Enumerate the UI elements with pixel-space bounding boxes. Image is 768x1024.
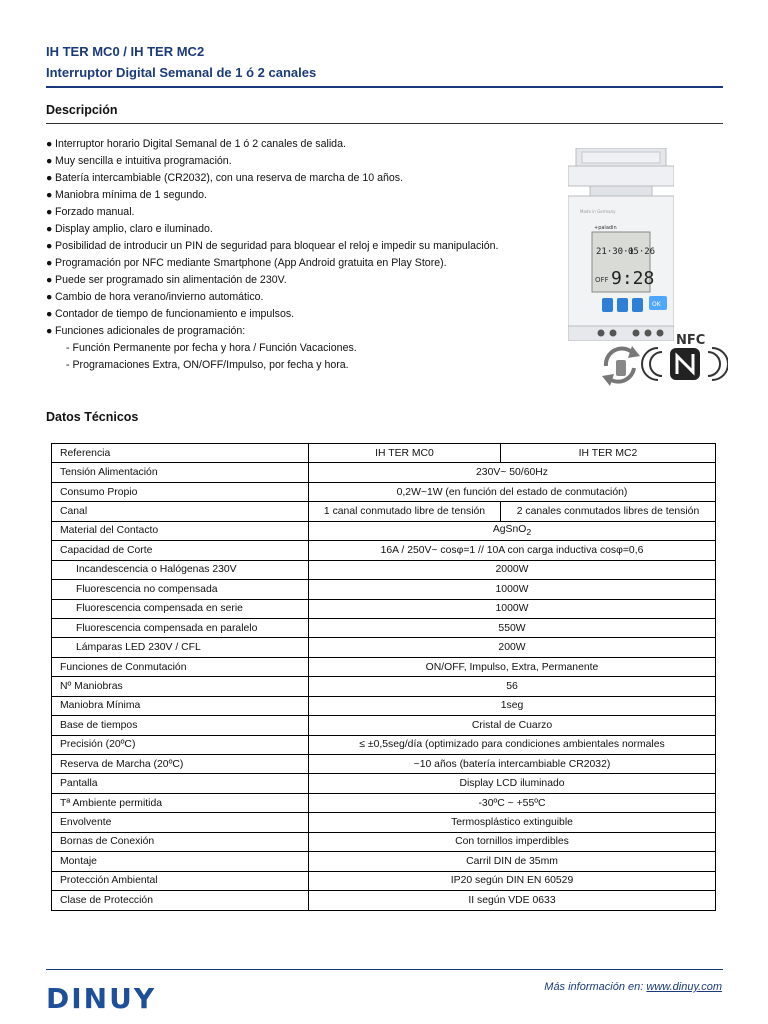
spec-label: Base de tiempos bbox=[52, 716, 309, 735]
spec-value bbox=[309, 599, 716, 618]
list-item-text: Contador de tiempo de funcionamiento e impulsos. bbox=[55, 308, 295, 320]
list-item-text: Maniobra mínima de 1 segundo. bbox=[55, 189, 207, 201]
spec-value-text: ON/OFF, Impulso, Extra, Permanente bbox=[425, 661, 599, 673]
spec-value bbox=[309, 638, 716, 657]
list-item bbox=[46, 289, 506, 306]
timer-device-image bbox=[568, 148, 674, 341]
spec-label: Bornas de Conexión bbox=[52, 832, 309, 851]
table-row bbox=[52, 541, 716, 560]
bullet-icon: ● bbox=[46, 325, 53, 337]
table-row bbox=[52, 871, 716, 890]
spec-value: 2 canales conmutados libres de tensión bbox=[500, 502, 715, 521]
spec-label: Envolvente bbox=[52, 813, 309, 832]
table-row bbox=[52, 444, 716, 463]
spec-label: Canal bbox=[52, 502, 309, 521]
device-display-date: 05·26 bbox=[628, 247, 656, 257]
spec-label: Fluorescencia no compensada bbox=[52, 580, 309, 599]
table-row bbox=[52, 813, 716, 832]
sync-phone-icon bbox=[602, 346, 640, 386]
svg-text:Made in Germany: Made in Germany bbox=[580, 209, 616, 214]
spec-value-text: 1000W bbox=[495, 583, 529, 595]
spec-value-text: 1seg bbox=[500, 700, 524, 712]
bullet-icon: ● bbox=[46, 172, 53, 184]
bullet-icon: ● bbox=[46, 308, 53, 320]
list-item bbox=[46, 153, 506, 170]
spec-value bbox=[309, 657, 716, 676]
spec-label: Protección Ambiental bbox=[52, 871, 309, 890]
table-row bbox=[52, 618, 716, 637]
description-heading: Descripción bbox=[46, 103, 118, 117]
spec-value-text: -30ºC ~ +55ºC bbox=[478, 797, 546, 809]
spec-label: Precisión (20ºC) bbox=[52, 735, 309, 754]
spec-value-text: Con tornillos imperdibles bbox=[455, 836, 569, 848]
bullet-icon: ● bbox=[46, 274, 53, 286]
spec-value: IH TER MC0 bbox=[309, 444, 501, 463]
header-divider bbox=[46, 86, 723, 88]
list-item-text: Forzado manual. bbox=[55, 206, 135, 218]
list-item-text: Puede ser programado sin alimentación de 230V. bbox=[55, 274, 287, 286]
spec-label: Capacidad de Corte bbox=[52, 541, 309, 560]
document-title: IH TER MC0 / IH TER MC2 bbox=[46, 44, 205, 59]
device-display-off: OFF bbox=[595, 276, 609, 284]
list-item bbox=[46, 238, 506, 255]
table-row bbox=[52, 638, 716, 657]
list-item-text: Cambio de hora verano/invierno automático. bbox=[55, 291, 264, 303]
table-row bbox=[52, 463, 716, 482]
table-row bbox=[52, 696, 716, 715]
list-item bbox=[46, 255, 506, 272]
spec-value bbox=[309, 891, 716, 910]
spec-value bbox=[309, 793, 716, 812]
list-item bbox=[46, 136, 506, 153]
spec-label: Lámparas LED 230V / CFL bbox=[52, 638, 309, 657]
spec-value bbox=[309, 696, 716, 715]
spec-value-text: ≤ ±0,5seg/día (optimizado para condiciones ambientales normales bbox=[359, 739, 665, 751]
device-display-time: 9:28 bbox=[611, 268, 655, 289]
description-list bbox=[46, 136, 506, 374]
table-row bbox=[52, 891, 716, 910]
nfc-icon bbox=[598, 328, 728, 390]
list-item-text: Display amplio, claro e iluminado. bbox=[55, 223, 213, 235]
spec-value bbox=[309, 618, 716, 637]
spec-value bbox=[309, 521, 716, 540]
spec-value bbox=[309, 832, 716, 851]
spec-label: Clase de Protección bbox=[52, 891, 309, 910]
list-item bbox=[46, 221, 506, 238]
table-row bbox=[52, 755, 716, 774]
list-item bbox=[46, 170, 506, 187]
bullet-icon: ● bbox=[46, 138, 53, 150]
spec-value-text: ~10 años (batería intercambiable CR2032) bbox=[413, 758, 611, 770]
spec-value: IH TER MC2 bbox=[500, 444, 715, 463]
spec-value-text: 0,2W~1W (en función del estado de conmutación) bbox=[396, 486, 628, 498]
device-brand: +paladin bbox=[594, 225, 617, 231]
spec-label: Referencia bbox=[52, 444, 309, 463]
spec-label: Montaje bbox=[52, 852, 309, 871]
spec-label: Fluorescencia compensada en paralelo bbox=[52, 618, 309, 637]
spec-table bbox=[51, 443, 716, 911]
document-subtitle: Interruptor Digital Semanal de 1 ó 2 canales bbox=[46, 65, 317, 80]
sub-list-item: - Función Permanente por fecha y hora / Función Vacaciones. bbox=[66, 342, 357, 354]
sub-list-item: - Programaciones Extra, ON/OFF/Impulso, por fecha y hora. bbox=[66, 359, 349, 371]
spec-value-text: Termosplástico extinguible bbox=[451, 817, 573, 829]
bullet-icon: ● bbox=[46, 223, 53, 235]
nfc-label: NFC bbox=[676, 333, 706, 348]
spec-label: Maniobra Mínima bbox=[52, 696, 309, 715]
table-row bbox=[52, 677, 716, 696]
list-item bbox=[46, 204, 506, 221]
spec-label: Tensión Alimentación bbox=[52, 463, 309, 482]
footer-divider bbox=[46, 969, 723, 970]
spec-value-text: Cristal de Cuarzo bbox=[471, 719, 553, 731]
device-display-day: 21·30·1 bbox=[596, 247, 634, 257]
spec-value bbox=[309, 735, 716, 754]
table-row bbox=[52, 482, 716, 501]
spec-label: Consumo Propio bbox=[52, 482, 309, 501]
table-row bbox=[52, 502, 716, 521]
device-ok-label: OK bbox=[652, 301, 661, 308]
spec-label: Fluorescencia compensada en serie bbox=[52, 599, 309, 618]
spec-value-text: 230V~ 50/60Hz bbox=[476, 467, 548, 479]
spec-label: Funciones de Conmutación bbox=[52, 657, 309, 676]
spec-value bbox=[309, 580, 716, 599]
spec-label: Reserva de Marcha (20ºC) bbox=[52, 755, 309, 774]
list-item bbox=[46, 323, 506, 340]
bullet-icon: ● bbox=[46, 155, 53, 167]
spec-value-text: 550W bbox=[498, 622, 526, 634]
list-item-text: Batería intercambiable (CR2032), con una reserva de marcha de 10 años. bbox=[55, 172, 404, 184]
spec-value-text: 2000W bbox=[495, 564, 529, 576]
spec-value-text: 56 bbox=[506, 680, 518, 692]
spec-value bbox=[309, 716, 716, 735]
spec-value-text: 200W bbox=[498, 642, 526, 654]
website-link[interactable]: www.dinuy.com bbox=[646, 981, 722, 993]
table-row bbox=[52, 774, 716, 793]
spec-value-text: Display LCD iluminado bbox=[459, 778, 565, 790]
spec-value-text: Carril DIN de 35mm bbox=[466, 855, 558, 867]
list-item bbox=[46, 306, 506, 323]
spec-value-text: II según VDE 0633 bbox=[468, 894, 556, 906]
bullet-icon: ● bbox=[46, 240, 53, 252]
spec-value bbox=[309, 677, 716, 696]
tech-heading: Datos Técnicos bbox=[46, 410, 139, 424]
spec-value-text: IP20 según DIN EN 60529 bbox=[450, 875, 574, 887]
list-item-text: Funciones adicionales de programación: bbox=[55, 325, 246, 337]
table-row bbox=[52, 832, 716, 851]
spec-value: 1 canal conmutado libre de tensión bbox=[309, 502, 501, 521]
table-row bbox=[52, 599, 716, 618]
logo-text: DINUY bbox=[46, 984, 157, 1012]
spec-value bbox=[309, 541, 716, 560]
more-info-label: Más información en: bbox=[544, 981, 647, 993]
bullet-icon: ● bbox=[46, 257, 53, 269]
more-info bbox=[544, 981, 722, 993]
spec-value-subscript: 2 bbox=[526, 527, 532, 538]
list-item-text: Interruptor horario Digital Semanal de 1 ó 2 canales de salida. bbox=[55, 138, 346, 150]
table-row bbox=[52, 580, 716, 599]
list-item-text: Programación por NFC mediante Smartphone (App Android gratuita en Play Store). bbox=[55, 257, 447, 269]
spec-label: Material del Contacto bbox=[52, 521, 309, 540]
bullet-icon: ● bbox=[46, 291, 53, 303]
table-row bbox=[52, 793, 716, 812]
list-item-text: Muy sencilla e intuitiva programación. bbox=[55, 155, 232, 167]
list-item bbox=[46, 187, 506, 204]
table-row bbox=[52, 521, 716, 540]
description-divider bbox=[46, 123, 723, 124]
list-item bbox=[46, 272, 506, 289]
spec-value bbox=[309, 871, 716, 890]
table-row bbox=[52, 560, 716, 579]
spec-value bbox=[309, 755, 716, 774]
table-row bbox=[52, 852, 716, 871]
bullet-icon: ● bbox=[46, 189, 53, 201]
spec-value bbox=[309, 774, 716, 793]
list-item-text: Posibilidad de introducir un PIN de seguridad para bloquear el reloj e impedir su manipulación. bbox=[55, 240, 499, 252]
sub-list bbox=[46, 340, 506, 374]
table-row bbox=[52, 735, 716, 754]
spec-label: Nº Maniobras bbox=[52, 677, 309, 696]
spec-value bbox=[309, 482, 716, 501]
spec-value-text: 1000W bbox=[495, 603, 529, 615]
spec-label: Incandescencia o Halógenas 230V bbox=[52, 560, 309, 579]
dinuy-logo bbox=[46, 984, 192, 1012]
spec-value-text: AgSnO bbox=[492, 524, 527, 536]
bullet-icon: ● bbox=[46, 206, 53, 218]
spec-value bbox=[309, 852, 716, 871]
spec-value bbox=[309, 560, 716, 579]
spec-value bbox=[309, 463, 716, 482]
spec-label: Pantalla bbox=[52, 774, 309, 793]
spec-value-text: 16A / 250V~ cosφ=1 // 10A con carga inductiva cosφ=0,6 bbox=[380, 544, 644, 556]
spec-value bbox=[309, 813, 716, 832]
spec-label: Tª Ambiente permitida bbox=[52, 793, 309, 812]
table-row bbox=[52, 657, 716, 676]
table-row bbox=[52, 716, 716, 735]
